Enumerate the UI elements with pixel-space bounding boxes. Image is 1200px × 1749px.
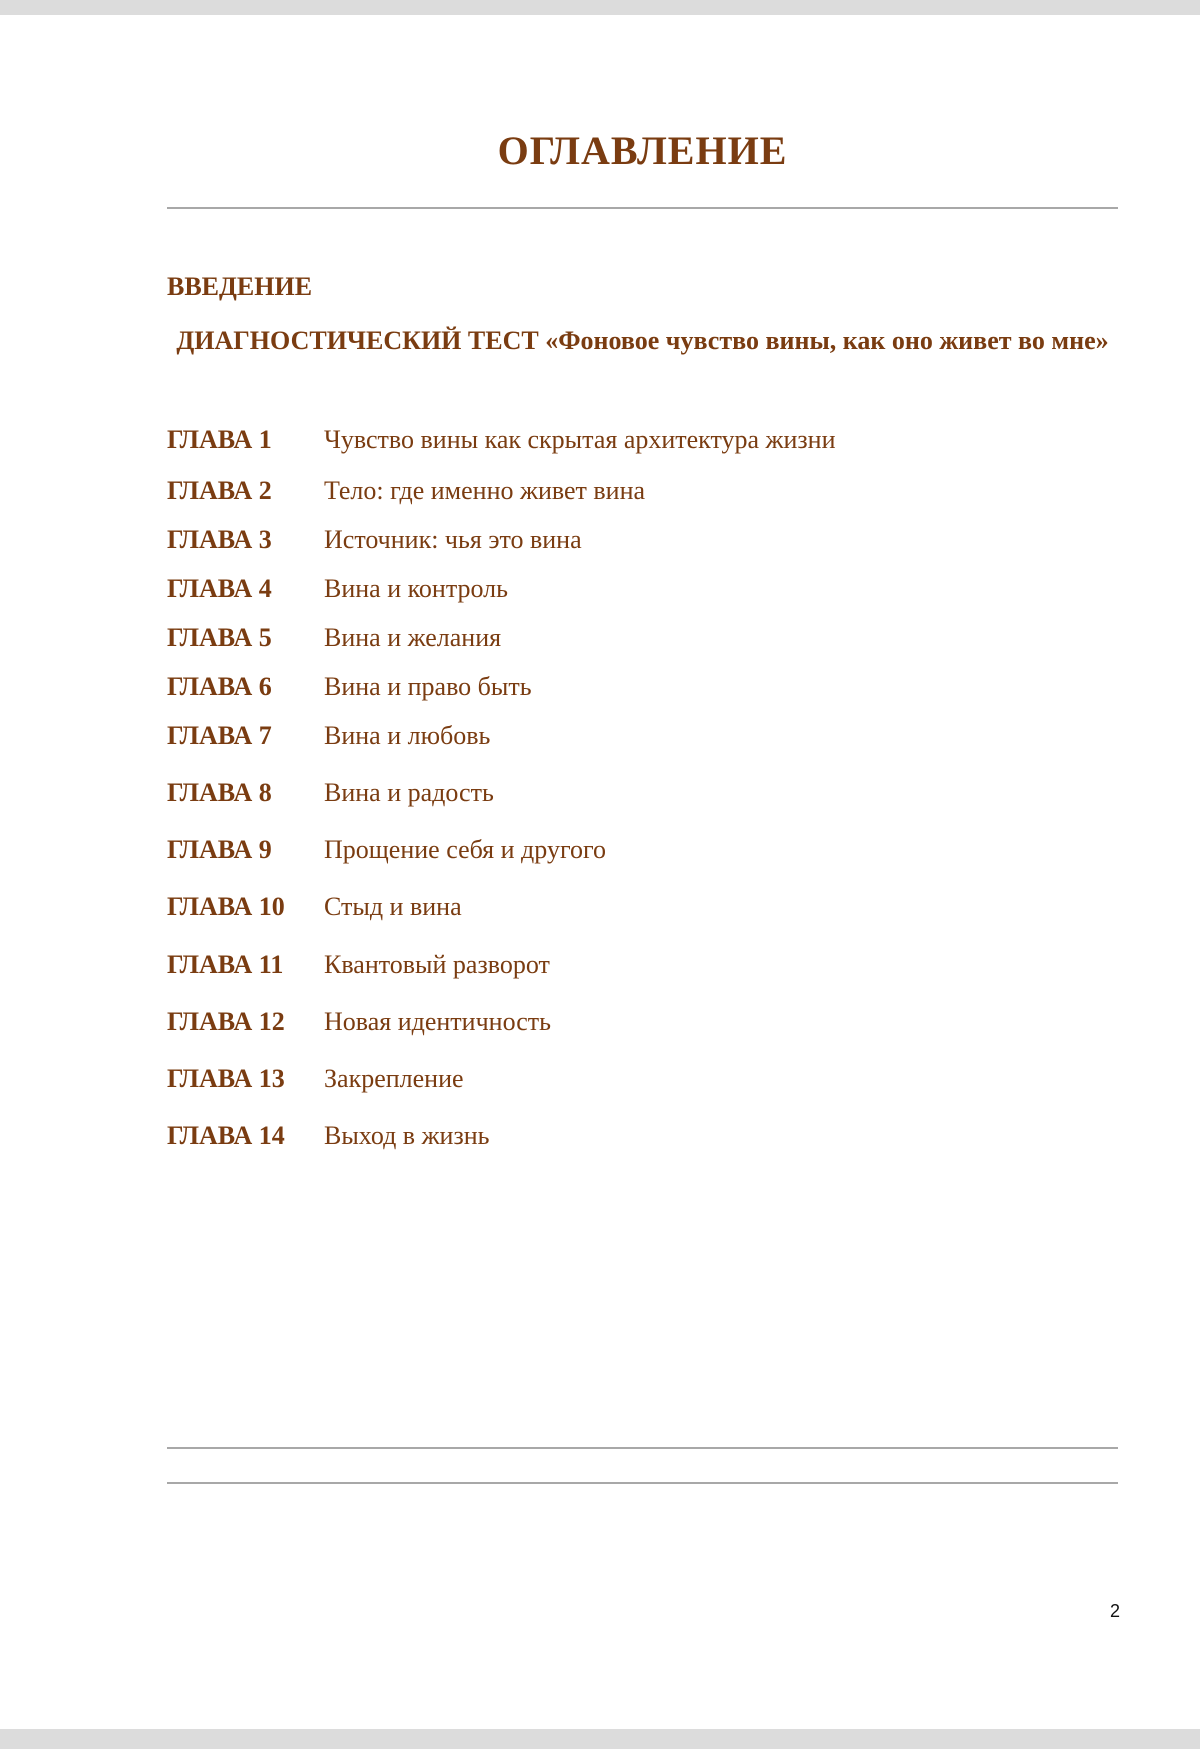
chapter-number: ГЛАВА 2: [167, 476, 272, 505]
toc-entry-chapter-8[interactable]: [167, 778, 1067, 812]
chapter-title: Чувство вины как скрытая архитектура жизни: [324, 425, 836, 454]
chapter-title: Вина и контроль: [324, 574, 509, 603]
chapter-title: Стыд и вина: [324, 892, 462, 921]
toc-entry-chapter-7[interactable]: [167, 721, 1067, 755]
chapter-number: ГЛАВА 9: [167, 835, 272, 864]
page-number: 2: [1109, 1601, 1120, 1621]
chapter-title: Новая идентичность: [324, 1007, 551, 1036]
chapter-title: Вина и любовь: [324, 721, 491, 750]
chapter-number: ГЛАВА 11: [167, 950, 284, 979]
chapter-number: ГЛАВА 13: [167, 1064, 285, 1093]
toc-entry-chapter-5[interactable]: [167, 623, 1067, 657]
chapter-list: [167, 0, 1067, 1200]
toc-entry-chapter-3[interactable]: [167, 525, 1067, 559]
chapter-number: ГЛАВА 4: [167, 574, 272, 603]
toc-entry-chapter-4[interactable]: [167, 574, 1067, 608]
toc-entry-chapter-6[interactable]: [167, 672, 1067, 706]
chapter-title: Вина и желания: [324, 623, 502, 652]
chapter-number: ГЛАВА 1: [167, 425, 272, 454]
toc-entry-diagnostic-test[interactable]: ДИАГНОСТИЧЕСКИЙ ТЕСТ «Фоновое чувство вины, как оно живет во мне»: [176, 326, 1109, 355]
chapter-title: Закрепление: [324, 1064, 464, 1093]
chapter-number: ГЛАВА 8: [167, 778, 272, 807]
chapter-number: ГЛАВА 6: [167, 672, 272, 701]
bottom-divider: [167, 1447, 1118, 1449]
toc-entry-chapter-1[interactable]: [167, 425, 1067, 459]
toc-entry-chapter-11[interactable]: [167, 950, 1067, 984]
toc-entry-chapter-2[interactable]: [167, 476, 1067, 510]
chapter-title: Выход в жизнь: [324, 1121, 490, 1150]
bottom-divider: [167, 1482, 1118, 1484]
chapter-number: ГЛАВА 14: [167, 1121, 285, 1150]
chapter-title: Источник: чья это вина: [324, 525, 582, 554]
chapter-number: ГЛАВА 7: [167, 721, 272, 750]
chapter-number: ГЛАВА 5: [167, 623, 272, 652]
toc-entry-chapter-12[interactable]: [167, 1007, 1067, 1041]
chapter-title: Вина и радость: [324, 778, 494, 807]
chapter-title: Прощение себя и другого: [324, 835, 606, 864]
page-title: ОГЛАВЛЕНИЕ: [497, 128, 788, 173]
chapter-title: Вина и право быть: [324, 672, 532, 701]
toc-entry-chapter-14[interactable]: [167, 1121, 1067, 1155]
chapter-number: ГЛАВА 12: [167, 1007, 285, 1036]
toc-entry-chapter-13[interactable]: [167, 1064, 1067, 1098]
chapter-number: ГЛАВА 3: [167, 525, 272, 554]
chapter-number: ГЛАВА 10: [167, 892, 285, 921]
toc-entry-chapter-9[interactable]: [167, 835, 1067, 869]
toc-entry-chapter-10[interactable]: [167, 892, 1067, 926]
chapter-title: Квантовый разворот: [324, 950, 550, 979]
toc-entry-introduction[interactable]: ВВЕДЕНИЕ: [167, 272, 313, 301]
chapter-title: Тело: где именно живет вина: [324, 476, 646, 505]
